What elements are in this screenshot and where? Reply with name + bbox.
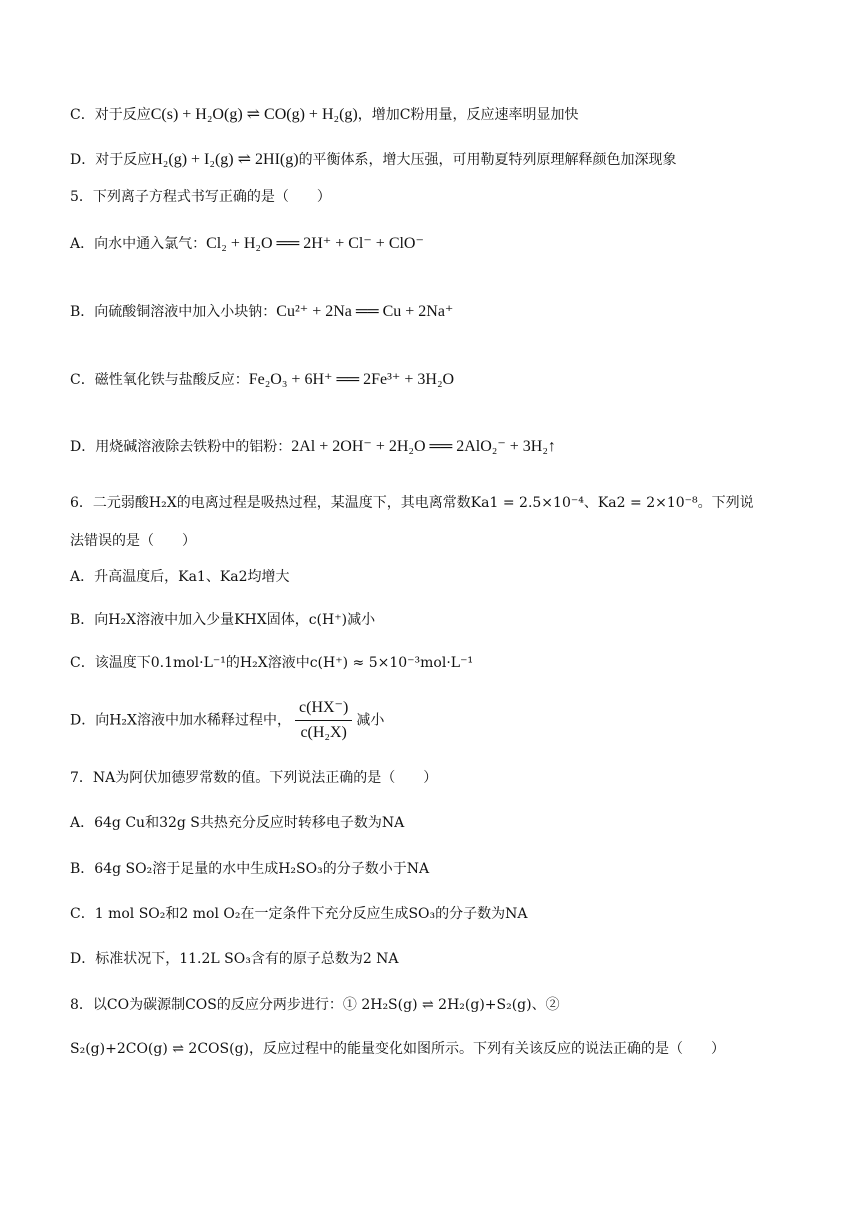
fraction	[295, 698, 352, 743]
text: C．对于反应	[70, 107, 151, 123]
equation: H₂(g) + I₂(g) ⇌ 2HI(g)	[151, 151, 299, 168]
question-6-line1: 6．二元弱酸H₂X的电离过程是吸热过程，某温度下，其电离常数Ka1 = 2.5×10⁻⁴、Ka2 = 2×10⁻⁸。下列说	[70, 495, 754, 511]
text: B．向硫酸铜溶液中加入小块钠：	[70, 304, 277, 320]
equation: 2Al + 2OH⁻ + 2H₂O ══ 2AlO₂⁻ + 3H₂↑	[291, 438, 556, 455]
option-6d	[70, 698, 800, 743]
option-5a	[70, 233, 800, 255]
equation: Cu²⁺ + 2Na ══ Cu + 2Na⁺	[276, 303, 454, 320]
fraction-denominator: c(H₂X)	[300, 724, 347, 741]
question-7: 7．NA为阿伏加德罗常数的值。下列说法正确的是（ ）	[70, 770, 438, 786]
text: 的平衡体系，增大压强，可用勒夏特列原理解释颜色加深现象	[298, 152, 677, 168]
fraction-numerator: c(HX⁻)	[295, 698, 352, 721]
equation: C(s) + H₂O(g) ⇌ CO(g) + H₂(g)	[150, 106, 358, 123]
question-8-line2: S₂(g)+2CO(g) ⇌ 2COS(g)，反应过程中的能量变化如图所示。下列有关该反应的说法正确的是（ ）	[70, 1041, 726, 1057]
option-5d	[70, 436, 800, 458]
question-5: 5．下列离子方程式书写正确的是（ ）	[70, 189, 331, 205]
option-4d	[70, 149, 800, 171]
option-6a: A．升高温度后，Ka1、Ka2均增大	[70, 569, 290, 585]
option-7c: C．1 mol SO₂和2 mol O₂在一定条件下充分反应生成SO₃的分子数为NA	[70, 906, 528, 922]
text: A．向水中通入氯气：	[70, 236, 207, 252]
text: C．磁性氧化铁与盐酸反应：	[70, 372, 249, 388]
text: D．向H₂X溶液中加水稀释过程中，	[70, 712, 292, 729]
text: D．对于反应	[70, 152, 152, 168]
option-7a: A．64g Cu和32g S共热充分反应时转移电子数为NA	[70, 815, 405, 831]
question-6-line2: 法错误的是（ ）	[70, 533, 196, 549]
option-6c: C．该温度下0.1mol·L⁻¹的H₂X溶液中c(H⁺) ≈ 5×10⁻³mol·L⁻¹	[70, 655, 474, 671]
question-8-line1: 8．以CO为碳源制COS的反应分两步进行：① 2H₂S(g) ⇌ 2H₂(g)+S₂(g)、②	[70, 997, 560, 1013]
equation: Fe₂O₃ + 6H⁺ ══ 2Fe³⁺ + 3H₂O	[248, 371, 455, 388]
option-5c	[70, 369, 800, 391]
text: 减小	[356, 712, 385, 729]
equation: Cl₂ + H₂O ══ 2H⁺ + Cl⁻ + ClO⁻	[206, 235, 424, 252]
text: D．用烧碱溶液除去铁粉中的铝粉：	[70, 439, 292, 455]
text: ，增加C粉用量，反应速率明显加快	[357, 107, 579, 123]
option-6b: B．向H₂X溶液中加入少量KHX固体，c(H⁺)减小	[70, 612, 376, 628]
option-7b: B．64g SO₂溶于足量的水中生成H₂SO₃的分子数小于NA	[70, 861, 430, 877]
option-4c	[70, 104, 800, 126]
option-5b	[70, 301, 800, 323]
option-7d: D．标准状况下，11.2L SO₃含有的原子总数为2 NA	[70, 951, 399, 967]
